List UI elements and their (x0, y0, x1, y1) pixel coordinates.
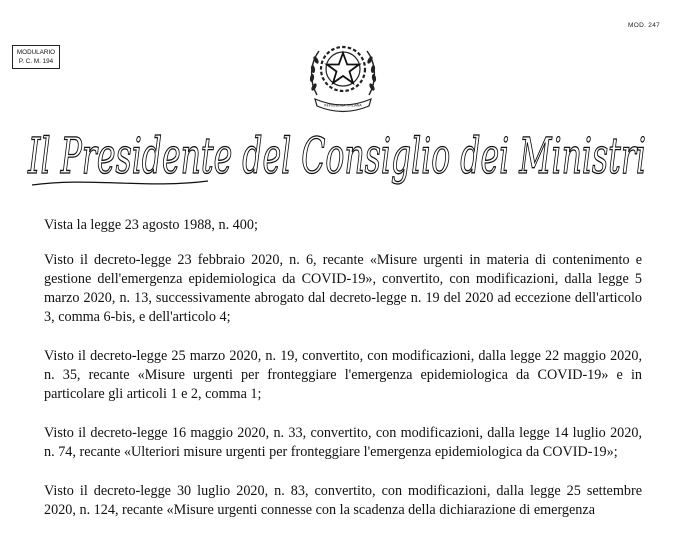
modulario-label: MODULARIO (16, 49, 56, 56)
paragraph-dl-33-2020: Visto il decreto-legge 16 maggio 2020, n. 33, convertito, con modificazioni, dalla legge 14 luglio 2020, n. 74, recante «Ulteriori misure urgenti per fronteggiare l'emergenza epidemiologica da COVID-19»; (44, 425, 642, 460)
calligraphic-header (28, 115, 648, 193)
header-title-text: Il Presidente del Consiglio dei Ministri (27, 127, 646, 185)
paragraph-dl-19-2020: Visto il decreto-legge 25 marzo 2020, n. 19, convertito, con modificazioni, dalla legge 22 maggio 2020, n. 35, recante «Misure urgenti per fronteggiare l'emergenza epidemiologica da COVID-19» e in particolare gli articoli 1 e 2, comma 1; (44, 348, 642, 402)
republic-emblem-icon (305, 33, 381, 113)
form-code: MOD. 247 (628, 22, 661, 29)
paragraph-dl-6-2020: Visto il decreto-legge 23 febbraio 2020, n. 6, recante «Misure urgenti in materia di contenimento e gestione dell'emergenza epidemiologica da COVID-19», convertito, con modificazioni, dalla legge 5 marzo 2020, n. 13, successivamente abrogato dal decreto-legge n. 19 del 2020 ad eccezione dell'articolo 3, comma 6-bis, e dell'articolo 4; (44, 252, 642, 325)
document-body (44, 216, 642, 540)
emblem-ribbon-text: REPUBBLICA ITALIANA (324, 103, 362, 108)
paragraph-dl-83-2020: Visto il decreto-legge 30 luglio 2020, n. 83, convertito, con modificazioni, dalla legge 25 settembre 2020, n. 124, recante «Misure urgenti connesse con la scadenza della dichiarazione di emergenza (44, 483, 642, 518)
modulario-number: P. C. M. 194 (18, 58, 54, 65)
paragraph-legge-400: Vista la legge 23 agosto 1988, n. 400; (44, 217, 258, 233)
modulario-stamp (12, 45, 60, 69)
